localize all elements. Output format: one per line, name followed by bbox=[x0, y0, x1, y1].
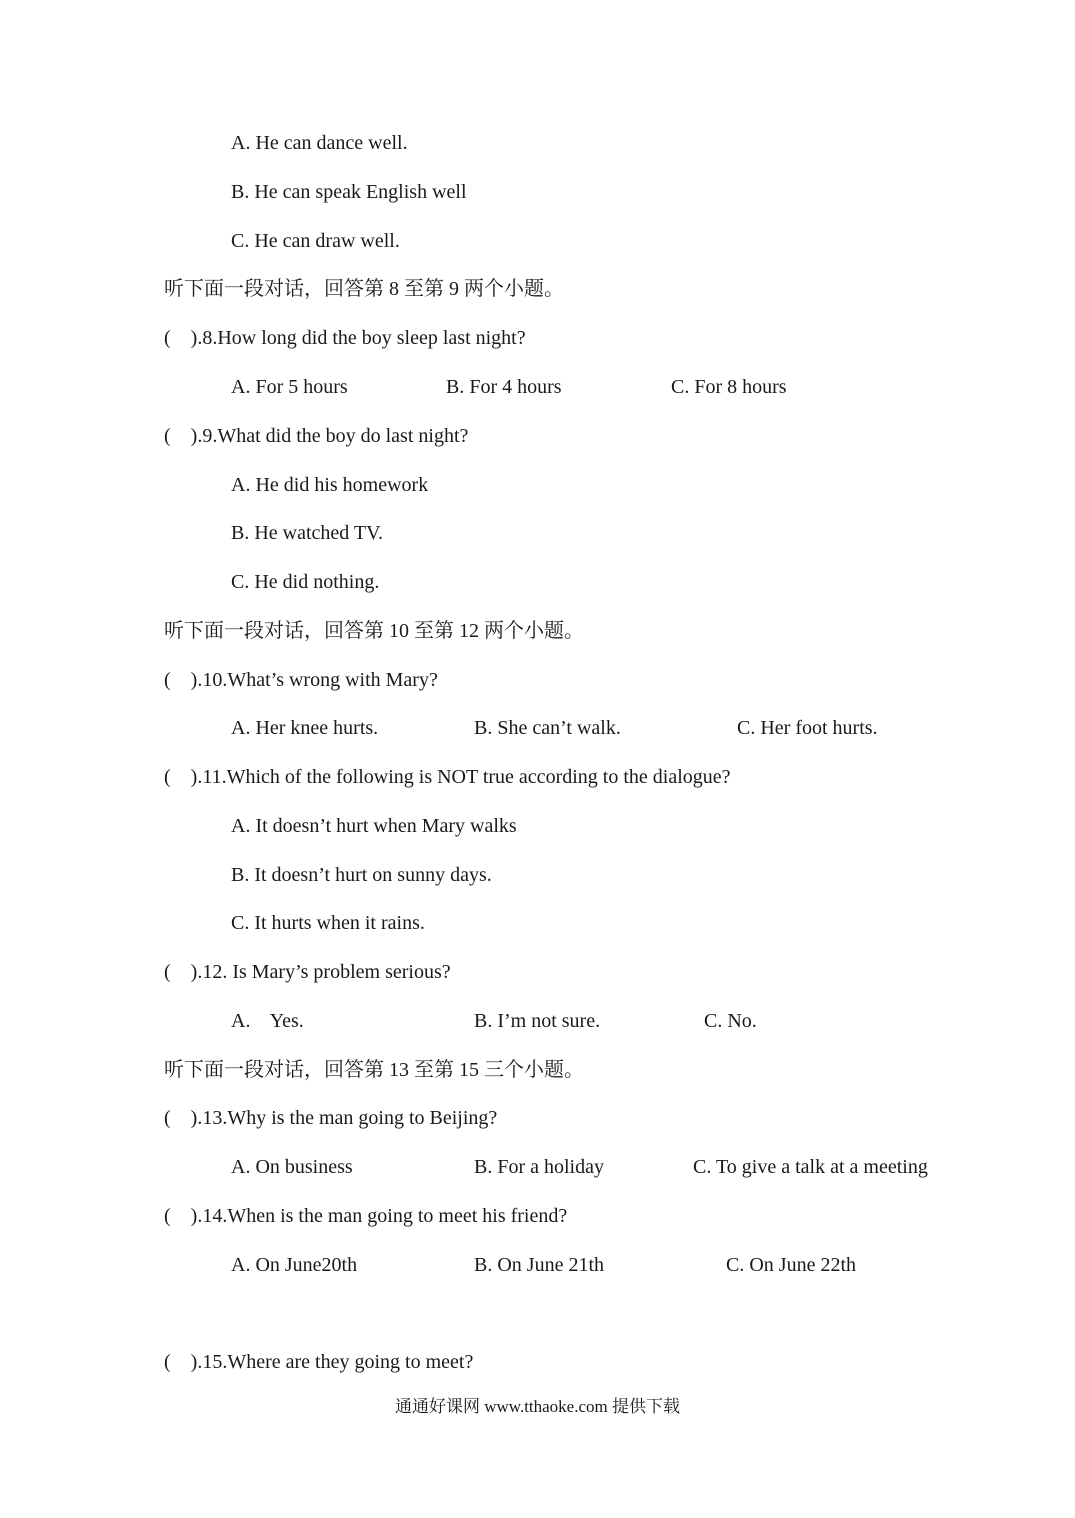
q11-option-c: C. It hurts when it rains. bbox=[231, 912, 425, 934]
q8-option-b: B. For 4 hours bbox=[446, 376, 562, 398]
q9-option-a: A. He did his homework bbox=[231, 474, 429, 496]
q12-option-a: A. Yes. bbox=[231, 1010, 304, 1032]
q12-option-c: C. No. bbox=[704, 1010, 757, 1032]
page-footer: 通通好课网 www.tthaoke.com 提供下载 bbox=[394, 1397, 681, 1416]
question-11: ( ).11.Which of the following is NOT true according to the dialogue? bbox=[164, 766, 731, 788]
instruction-8-9: 听下面一段对话，回答第 8 至第 9 两个小题。 bbox=[164, 278, 564, 300]
question-15: ( ).15.Where are they going to meet? bbox=[164, 1351, 474, 1373]
q8-option-a: A. For 5 hours bbox=[231, 376, 348, 398]
q11-option-b: B. It doesn’t hurt on sunny days. bbox=[231, 864, 492, 886]
q14-option-a: A. On June20th bbox=[231, 1254, 358, 1276]
instruction-13-15: 听下面一段对话，回答第 13 至第 15 三个小题。 bbox=[164, 1059, 584, 1081]
question-12: ( ).12. Is Mary’s problem serious? bbox=[164, 961, 451, 983]
question-14: ( ).14.When is the man going to meet his friend? bbox=[164, 1205, 568, 1227]
q11-option-a: A. It doesn’t hurt when Mary walks bbox=[231, 815, 517, 837]
q7-option-a: A. He can dance well. bbox=[231, 132, 408, 154]
q10-option-a: A. Her knee hurts. bbox=[231, 717, 379, 739]
q14-option-c: C. On June 22th bbox=[726, 1254, 856, 1276]
q12-option-b: B. I’m not sure. bbox=[474, 1010, 601, 1032]
q13-option-c: C. To give a talk at a meeting bbox=[693, 1156, 928, 1178]
instruction-10-12: 听下面一段对话，回答第 10 至第 12 两个小题。 bbox=[164, 620, 584, 642]
q10-option-c: C. Her foot hurts. bbox=[737, 717, 878, 739]
question-13: ( ).13.Why is the man going to Beijing? bbox=[164, 1107, 498, 1129]
q8-option-c: C. For 8 hours bbox=[671, 376, 787, 398]
q9-option-c: C. He did nothing. bbox=[231, 571, 380, 593]
q13-option-a: A. On business bbox=[231, 1156, 353, 1178]
q9-option-b: B. He watched TV. bbox=[231, 522, 384, 544]
question-9: ( ).9.What did the boy do last night? bbox=[164, 425, 469, 447]
q14-option-b: B. On June 21th bbox=[474, 1254, 604, 1276]
q7-option-c: C. He can draw well. bbox=[231, 230, 400, 252]
q13-option-b: B. For a holiday bbox=[474, 1156, 604, 1178]
q7-option-b: B. He can speak English well bbox=[231, 181, 467, 203]
question-10: ( ).10.What’s wrong with Mary? bbox=[164, 669, 438, 691]
question-8: ( ).8.How long did the boy sleep last night? bbox=[164, 327, 526, 349]
q10-option-b: B. She can’t walk. bbox=[474, 717, 621, 739]
